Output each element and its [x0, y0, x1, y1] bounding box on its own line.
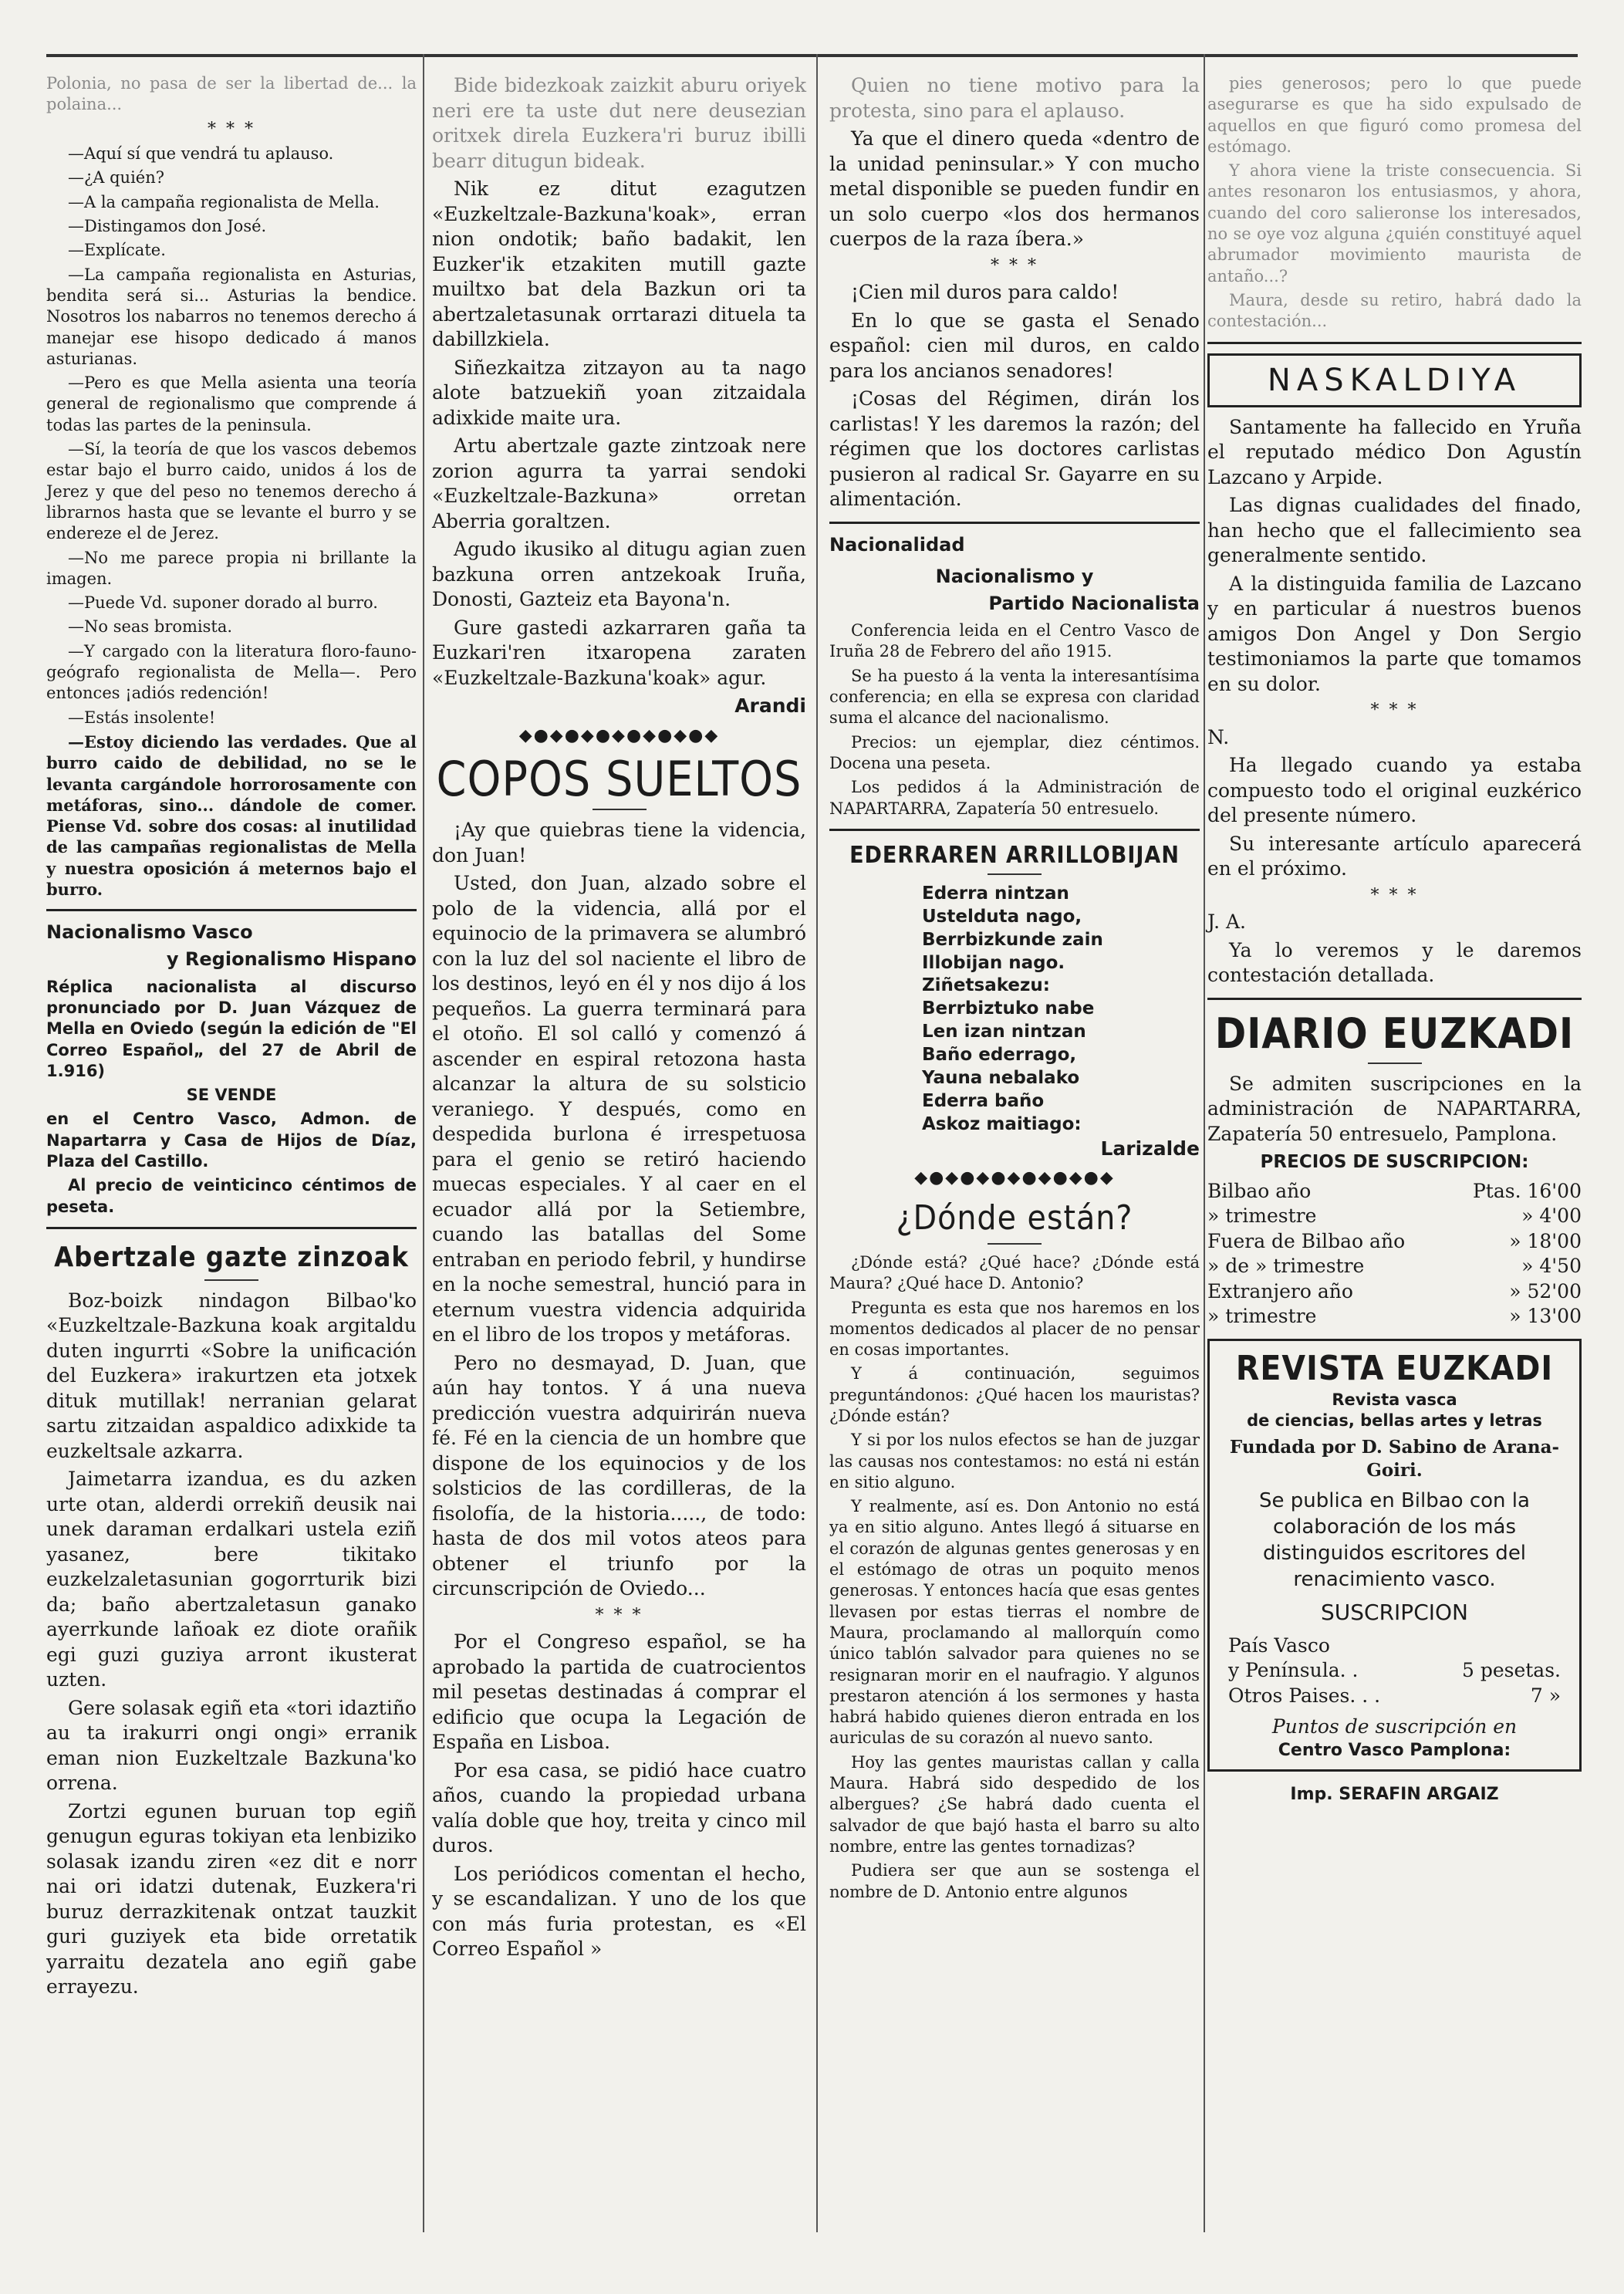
price-label: » de » trimestre: [1207, 1255, 1365, 1278]
price-value: 18'00: [1527, 1229, 1582, 1252]
revista-founder: Fundada por D. Sabino de Arana-Goiri.: [1229, 1437, 1560, 1481]
paragraph: Pudiera ser que aun se sostenga el nombre de D. Antonio entre algunos: [829, 1861, 1200, 1901]
dialogue-line: —Estoy diciendo las verdades. Que al burro caido de debilidad, no se le levanta cargándole horrorosamente con metáforas, sino... dándole de comer. Piense Vd. sobre dos cosas: al inutilidad de las campañas regionalistas de Mella y nuestra oposición á meternos bajo el burro.: [46, 731, 417, 899]
dialogue-line: —Puede Vd. suponer dorado al burro.: [68, 593, 378, 613]
poem-line: Baño ederrago,: [922, 1045, 1077, 1066]
poem-author: Larizalde: [1100, 1137, 1200, 1160]
article-paragraph: Zortzi egunen buruan top egiñ genugun eguras tokiyan eta lenbiziko solasak izandu ziren «ez dit e norr nai ori idatzi dutenak, Euzkera'ri buruz derrazkitenak ontzat tauzkit guri guziyek eta bide orretatik yarraitu dezatela ano egiñ gabe errayezu.: [46, 1799, 417, 1998]
poem-line: Len izan nintzan: [922, 1022, 1086, 1042]
nac-title: Nacionalidad: [829, 533, 965, 556]
paragraph: Y realmente, así es. Don Antonio no está ya en sitio alguno. Antes llegó á situarse en el corazón de algunas gentes generosas y en el estómago de otras un poquito menos generosas. Y entonces hacía que esas gentes llevasen por estas tierras el nombre de Maura, proclamando al mallorquín como único tablón salvador para quienes no se resignaran morir en el naufragio. Y algunos prestaron atención á los sermones y hasta habrá habido quienes dieron entrada en los auriculas de su corazón al nuevo santo.: [829, 1497, 1200, 1748]
revista-price-row: [1221, 1684, 1568, 1709]
price-label: y Península. .: [1228, 1659, 1359, 1682]
imprint: Imp. SERAFIN ARGAIZ: [1290, 1785, 1499, 1805]
paragraph: Conferencia leida en el Centro Vasco de Iruña 28 de Febrero del año 1915.: [829, 621, 1200, 661]
poem-line: Ederra baño: [922, 1090, 1045, 1111]
note-text: Ha llegado cuando ya estaba compuesto todo el original euzkérico del presente número.: [1207, 754, 1582, 827]
price-row: [1207, 1254, 1582, 1279]
paragraph: Precios: un ejemplar, diez céntimos. Docena una peseta.: [829, 732, 1200, 772]
price-value: 4'50: [1539, 1255, 1582, 1278]
nac-subtitle: Nacionalismo y: [935, 565, 1094, 587]
poem-line: Ziñetsakezu:: [922, 975, 1050, 996]
nac-subtitle-2: Partido Nacionalista: [988, 592, 1200, 614]
copos-title: COPOS SUELTOS: [436, 751, 802, 808]
paragraph: pies generosos; pero lo que puede asegurarse es que ha sido expulsado de aquellos en que figuró como promesa del estómago.: [1207, 74, 1582, 156]
column-divider: [1204, 54, 1205, 2232]
price-label: » trimestre: [1207, 1204, 1317, 1228]
paragraph: Por esa casa, se pidió hace cuatro años, cuando la propiedad urbana valía doble que hoy, treita y cinco mil duros.: [432, 1759, 806, 1857]
ornament-rule: ◆●◆●◆●◆●◆●◆●◆: [518, 725, 720, 745]
separator-stars: * * *: [1370, 701, 1419, 721]
paragraph: ¡Ay que quiebras tiene la videncia, don Juan!: [432, 819, 806, 867]
paragraph: Siñezkaitza zitzayon au ta nago alote batzuekiñ yoan zitzaidala adixkide maite ura.: [432, 356, 806, 429]
revista-ad: [1207, 1339, 1582, 1772]
revista-title: REVISTA EUZKADI: [1235, 1348, 1554, 1388]
revista-sub: de ciencias, bellas artes y letras: [1247, 1411, 1542, 1431]
ornament-rule: ◆●◆●◆●◆●◆●◆●◆: [914, 1168, 1115, 1188]
paragraph: Bide bidezkoak zaizkit aburu oriyek neri ere ta uste dut nere deusezian oritxek direla Euzkera'ri buruz ibilli bearr ditugun bideak.: [432, 74, 806, 172]
col1-intro: Polonia, no pasa de ser la libertad de... la polaina...: [46, 74, 417, 114]
title-rule: [988, 1243, 1042, 1245]
separator-stars: * * *: [991, 255, 1038, 275]
poem-line: Ustelduta nago,: [922, 906, 1082, 927]
paragraph: Y si por los nulos efectos se han de juzgar las causas nos contestamos: no está ni están en sitio alguno.: [829, 1431, 1200, 1492]
rule: [1207, 342, 1582, 344]
poem: [829, 883, 1200, 1137]
price-value: 5 pesetas.: [1461, 1659, 1561, 1682]
price-label: Otros Paises. . .: [1228, 1684, 1381, 1707]
paragraph: A la distinguida familia de Lazcano y en particular á nuestros buenos amigos Don Angel y Don Sergio testimoniamos la parte que tomamos en su dolor.: [1207, 572, 1582, 695]
article-paragraph: Jaimetarra izandua, es du azken urte otan, alderdi orrekiñ deusik nai unek daraman erdalkari ustela eziñ yasanez, bere tikitako euzkelzaletasunian gogorrturik bizi da; baño abertzaletasun ganako ayerrkunde lañoak ez diote orañik egi guzi guziya arront ikusterat uzten.: [46, 1468, 417, 1691]
paragraph: Santamente ha fallecido en Yruña el reputado médico Don Agustín Lazcano y Arpide.: [1207, 415, 1582, 488]
revista-susc: SUSCRIPCION: [1321, 1600, 1468, 1626]
title-rule: [1368, 1063, 1422, 1064]
dialogue-line: —No me parece propia ni brillante la imagen.: [46, 548, 417, 588]
diario-body: Se admiten suscripciones en la administración de NAPARTARRA, Zapatería 50 entresuelo, Pamplona.: [1207, 1072, 1582, 1145]
paragraph: Pregunta es esta que nos haremos en los momentos dedicados al placer de no pensar en cosas importantes.: [829, 1298, 1200, 1360]
price-row: [1207, 1204, 1582, 1229]
dialogue-line: —Sí, la teoría de que los vascos debemos estar bajo el burro caido, unidos á los de Jerez y que del peso no tenemos derecho á librarnos hasta que se levante el burro y se endereze el de Jerez.: [46, 440, 417, 543]
paragraph: Ya que el dinero queda «dentro de la unidad peninsular.» Y con mucho metal disponible se pueden fundir en un solo cuerpo «los dos hermanos cuerpos de la raza íbera.»: [829, 127, 1200, 250]
price-unit: »: [1521, 1204, 1534, 1228]
price-unit: »: [1509, 1305, 1521, 1328]
paragraph: En lo que se gasta el Senado español: cien mil duros, en caldo para los ancianos senadores!: [829, 309, 1200, 382]
title-rule: [988, 873, 1042, 875]
ad-sale-body: en el Centro Vasco, Admon. de Napartarra y Casa de Hijos de Díaz, Plaza del Castillo.: [46, 1110, 417, 1171]
column-divider: [816, 54, 818, 2232]
revista-footer: Centro Vasco Pamplona:: [1278, 1740, 1511, 1760]
paragraph: Hoy las gentes mauristas callan y calla Maura. Habrá sido despedido de los albergues? ¿Se habrá dado cuenta el salvador de que bajó hasta el barro su alto nombre, entre las gentes tornadizas?: [829, 1752, 1200, 1856]
article-paragraph: Gere solasak egiñ eta «tori idaztiño au ta irakurri ongi ongi» erranik eman nion Euzkeltzale Bazkuna'ko orrena.: [46, 1696, 417, 1795]
rule: [829, 829, 1200, 831]
top-rule: [46, 54, 1578, 57]
price-label: Bilbao año: [1207, 1179, 1312, 1202]
title-rule: [204, 1279, 258, 1281]
ad-sale-head: SE VENDE: [186, 1086, 277, 1105]
ad-title: Nacionalismo Vasco: [46, 921, 253, 944]
price-row: [1207, 1279, 1582, 1305]
price-value: 4'00: [1539, 1204, 1582, 1228]
paragraph: Nik ez ditut ezagutzen «Euzkeltzale-Bazkuna'koak», erran nion ondotik; baño badakit, len Euzker'ik etzakiten mutill gazte muiltxo bat dela Bazkun ori ta abertzaletasunak orrtarazi dituela ta dabillzkiela.: [432, 177, 806, 350]
precios-head: PRECIOS DE SUSCRIPCION:: [1260, 1152, 1529, 1173]
naskaldiya-title: NASKALDIYA: [1207, 353, 1582, 407]
paragraph: ¿Dónde está? ¿Qué hace? ¿Dónde está Maura? ¿Qué hace D. Antonio?: [829, 1252, 1200, 1293]
column-2: [432, 73, 806, 1965]
dialogue-line: —La campaña regionalista en Asturias, bendita será si... Asturias la bendice. Nosotros los nabarros no tenemos derecho á manejar ese hisopo dedicado á manos asturianas.: [46, 265, 417, 368]
rule: [46, 1227, 417, 1229]
price-row: [1207, 1179, 1582, 1204]
ad-body: Réplica nacionalista al discurso pronunciado por D. Juan Vázquez de Mella en Oviedo (según la edición de "El Correo Español„ del 27 de Abril de 1.916): [46, 977, 417, 1080]
dialogue-line: —No seas bromista.: [68, 617, 233, 637]
paragraph: Quien no tiene motivo para la protesta, sino para el aplauso.: [829, 74, 1200, 122]
poem-title: EDERRAREN ARRILLOBIJAN: [849, 841, 1180, 869]
price-label: Fuera de Bilbao año: [1207, 1229, 1406, 1252]
rule: [46, 909, 417, 911]
price-label: » trimestre: [1207, 1305, 1317, 1328]
note-text: Su interesante artículo aparecerá en el próximo.: [1207, 832, 1582, 880]
price-unit: »: [1509, 1279, 1521, 1302]
paragraph: Maura, desde su retiro, habrá dado la contestación...: [1207, 290, 1582, 331]
price-table: [1207, 1179, 1582, 1329]
revista-price-row: [1221, 1634, 1568, 1659]
paragraph: Agudo ikusiko al ditugu agian zuen bazkuna orren antzekoak Iruña, Donosti, Gazteiz eta Bayona'n.: [432, 538, 806, 610]
signature: Arandi: [734, 694, 806, 717]
dialogue-line: —¿A quién?: [68, 168, 164, 188]
paragraph: Las dignas cualidades del finado, han hecho que el fallecimiento sea generalmente sentido.: [1207, 494, 1582, 567]
dialogue-line: —Pero es que Mella asienta una teoría general de regionalismo que comprende á todas las partes de la peninsula.: [46, 373, 417, 434]
column-divider: [423, 54, 424, 2232]
diario-title: DIARIO EUZKADI: [1214, 1008, 1575, 1058]
price-value: 7 »: [1530, 1684, 1561, 1707]
poem-line: Berrbizkunde zain: [922, 929, 1103, 950]
title-rule: [593, 809, 647, 810]
paragraph: Se ha puesto á la venta la interesantísima conferencia; en ella se expresa con claridad suma el alcance del nacionalismo.: [829, 666, 1200, 728]
dialogue-line: —Estás insolente!: [68, 708, 216, 727]
column-3: [829, 73, 1200, 1906]
poem-line: Ederra nintzan: [922, 883, 1069, 904]
article-title: Abertzale gazte zinzoak: [54, 1241, 409, 1273]
dialogue-line: —Distingamos don José.: [68, 217, 267, 236]
revista-sub: Revista vasca: [1332, 1390, 1457, 1409]
price-label: País Vasco: [1228, 1634, 1330, 1657]
paragraph: Los periódicos comentan el hecho, y se escandalizan. Y uno de los que con más furia protestan, es «El Correo Español »: [432, 1862, 806, 1961]
dialogue-line: —Explícate.: [68, 241, 166, 260]
paragraph: ¡Cien mil duros para caldo!: [851, 281, 1119, 304]
dialogue-line: —A la campaña regionalista de Mella.: [68, 192, 380, 211]
price-unit: »: [1509, 1229, 1521, 1252]
price-row: [1207, 1229, 1582, 1255]
dialogue: [46, 144, 417, 900]
dialogue-line: —Aquí sí que vendrá tu aplauso.: [68, 144, 334, 164]
column-4: [1207, 73, 1582, 1806]
paragraph: Usted, don Juan, alzado sobre el polo de la videncia, allá por el equinocio de la primavera se alumbró con la luz del sol naciente el libro de los destinos, leyó en él y nos dijo á los pequeños. La guerra terminará para el otoño. El sol calló y comenzó á ascender en espiral retozona hasta alcanzar la altura de su solsticio veraniego. Y después, como en despedida burlona é irrespetuosa para el genio se retiró haciendo muecas especiales. Y al caer en el ecuador allá por la Setiembre, cuando las batallas del Some entraban en periodo febril, y hundirse en la noche semestral, hunció para in eternum vuestra videncia adquirida en el libro de los tropos y metáforas.: [432, 872, 806, 1346]
column-1: [46, 73, 417, 2003]
paragraph: ¡Cosas del Régimen, dirán los carlistas! Y les daremos la razón; del régimen que los doctores carlistas pusieron al radical Sr. Gayarre en su alimentación.: [829, 387, 1200, 511]
revista-footer: Puntos de suscripción en: [1271, 1715, 1518, 1738]
poem-line: Berrbiztuko nabe: [922, 998, 1095, 1019]
price-value: 16'00: [1527, 1179, 1582, 1202]
poem-line: Askoz maitiago:: [922, 1113, 1082, 1134]
price-label: Extranjero año: [1207, 1279, 1353, 1302]
separator-stars: * * *: [208, 119, 255, 139]
note-label: J. A.: [1207, 911, 1246, 934]
rule: [1207, 998, 1582, 1000]
separator-stars: * * *: [1370, 885, 1419, 905]
donde-title: ¿Dónde están?: [896, 1198, 1133, 1238]
price-value: 13'00: [1527, 1305, 1582, 1328]
poem-line: Yauna nebalako: [922, 1067, 1080, 1088]
paragraph: Y ahora viene la triste consecuencia. Si antes resonaron los entusiasmos, y ahora, cuando del coro salieronse los interesados, no se oye voz alguna ¿quién constituyé aquel abrumador movimiento maurista de antaño...?: [1207, 161, 1582, 285]
price-value: 52'00: [1527, 1279, 1582, 1302]
dialogue-line: —Y cargado con la literatura floro-fauno-geógrafo regionalista de Mella—. Pero entonces ¡adiós redención!: [46, 641, 417, 703]
paragraph: Pero no desmayad, D. Juan, que aún hay tontos. Y á una nueva predicción vuestra adquirirán nueva fé. Fé en la ciencia de un hombre que dispone de los equinocios y de los solsticios de las cordilleras, de la fisolofía, de la historia....., de todo: hasta de dos mil votos ateos para obtener el triunfo por la circunscripción de Oviedo...: [432, 1351, 806, 1600]
paragraph: Artu abertzale gazte zintzoak nere zorion agurra ta yarrai sendoki «Euzkeltzale-Bazkuna» orretan Aberria goraltzen.: [432, 434, 806, 532]
price-unit: Ptas.: [1472, 1179, 1521, 1202]
paragraph: Gure gastedi azkarraren gaña ta Euzkari'ren itxaropena zaraten «Euzkeltzale-Bazkuna'koak» agur.: [432, 616, 806, 689]
paragraph: Los pedidos á la Administración de NAPARTARRA, Zapatería 50 entresuelo.: [829, 778, 1200, 818]
note-text: Ya lo veremos y le daremos contestación detallada.: [1207, 938, 1582, 987]
revista-price-row: [1221, 1658, 1568, 1684]
rule: [829, 522, 1200, 524]
ad-subtitle: y Regionalismo Hispano: [166, 948, 417, 971]
price-unit: »: [1521, 1255, 1534, 1278]
article-paragraph: Boz-boizk nindagon Bilbao'ko «Euzkeltzale-Bazkuna koak argitaldu duten ingurrti «Sobre la unificación del Euzkera» irakurtzen eta jotxek dituk mutillak! nerranian gelarat sartu zitzaidan aspaldico adixkide ta euzkeltsale azkarra.: [46, 1289, 417, 1462]
separator-stars: * * *: [595, 1605, 643, 1625]
poem-line: Illobijan nago.: [922, 952, 1065, 973]
paragraph: Y á continuación, seguimos preguntándonos: ¿Qué hacen los mauristas? ¿Dónde están?: [829, 1364, 1200, 1425]
revista-body: Se publica en Bilbao con la colaboración de los más distinguidos escritores del renacimiento vasco.: [1259, 1489, 1530, 1591]
price-row: [1207, 1304, 1582, 1329]
note-label: N.: [1207, 725, 1230, 748]
ad-price: Al precio de veinticinco céntimos de peseta.: [46, 1176, 417, 1216]
paragraph: Por el Congreso español, se ha aprobado la partida de cuatrocientos mil pesetas destinadas á comprar el edificio que ocupa la Legación de España en Lisboa.: [432, 1630, 806, 1754]
